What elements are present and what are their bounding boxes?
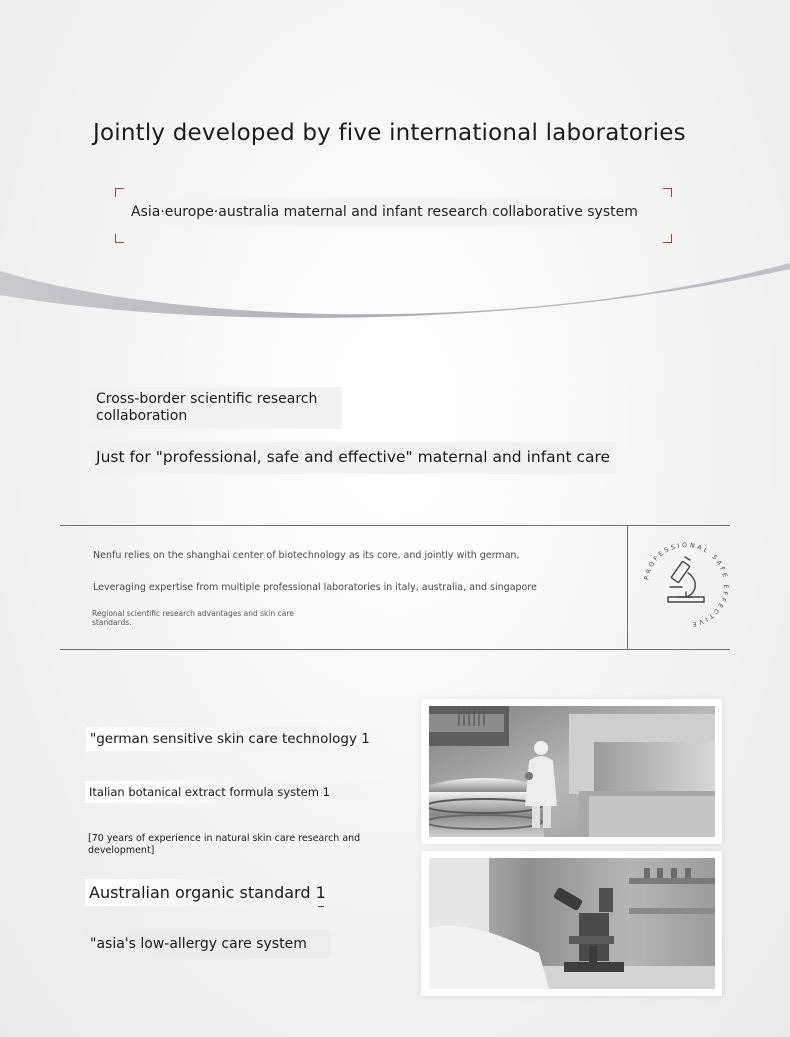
feature-asia-care: "asia's low-allergy care system (86, 930, 330, 958)
description-line-1: Nenfu relies on the shanghai center of biotechnology as its core, and jointly with german, (93, 550, 520, 561)
feature-australian-standard: Australian organic standard 1 (85, 879, 323, 906)
divider-bottom (60, 649, 730, 650)
divider-top (60, 525, 730, 526)
divider-vertical (627, 525, 628, 649)
dash-mark (318, 906, 324, 907)
photo-frame-microscope (421, 851, 722, 996)
feature-italian-formula: Italian botanical extract formula system 1 (85, 781, 393, 803)
professional-safe-effective-emblem (636, 535, 736, 635)
collab-heading: Cross-border scientific research collaboration (90, 387, 342, 429)
corner-bracket-bottom-left (115, 234, 124, 243)
laboratory-equipment-photo (429, 706, 715, 837)
corner-bracket-bottom-right (663, 234, 672, 243)
feature-german-tech: "german sensitive skin care technology 1 (86, 727, 394, 751)
description-line-2: Leveraging expertise from multiple professional laboratories in italy, australia, and singapore (93, 582, 537, 593)
description-line-3: Regional scientific research advantages and skin care standards. (92, 609, 294, 627)
page-title: Jointly developed by five international laboratories (93, 120, 686, 146)
corner-bracket-top-right (663, 188, 672, 197)
photo-frame-lab (421, 699, 722, 844)
swoosh-divider (0, 255, 790, 335)
page-subtitle: Asia·europe·australia maternal and infant research collaborative system (125, 198, 644, 226)
subtitle-frame (115, 188, 672, 243)
microscope-photo (429, 858, 715, 989)
emblem-ring-text: PROFESSIONAL SAFE EFFECTIVE (643, 541, 730, 628)
feature-experience: [70 years of experience in natural skin care research and development] (88, 833, 361, 856)
corner-bracket-top-left (115, 188, 124, 197)
microscope-icon (668, 557, 704, 602)
collab-tagline: Just for "professional, safe and effective" maternal and infant care (90, 442, 616, 474)
